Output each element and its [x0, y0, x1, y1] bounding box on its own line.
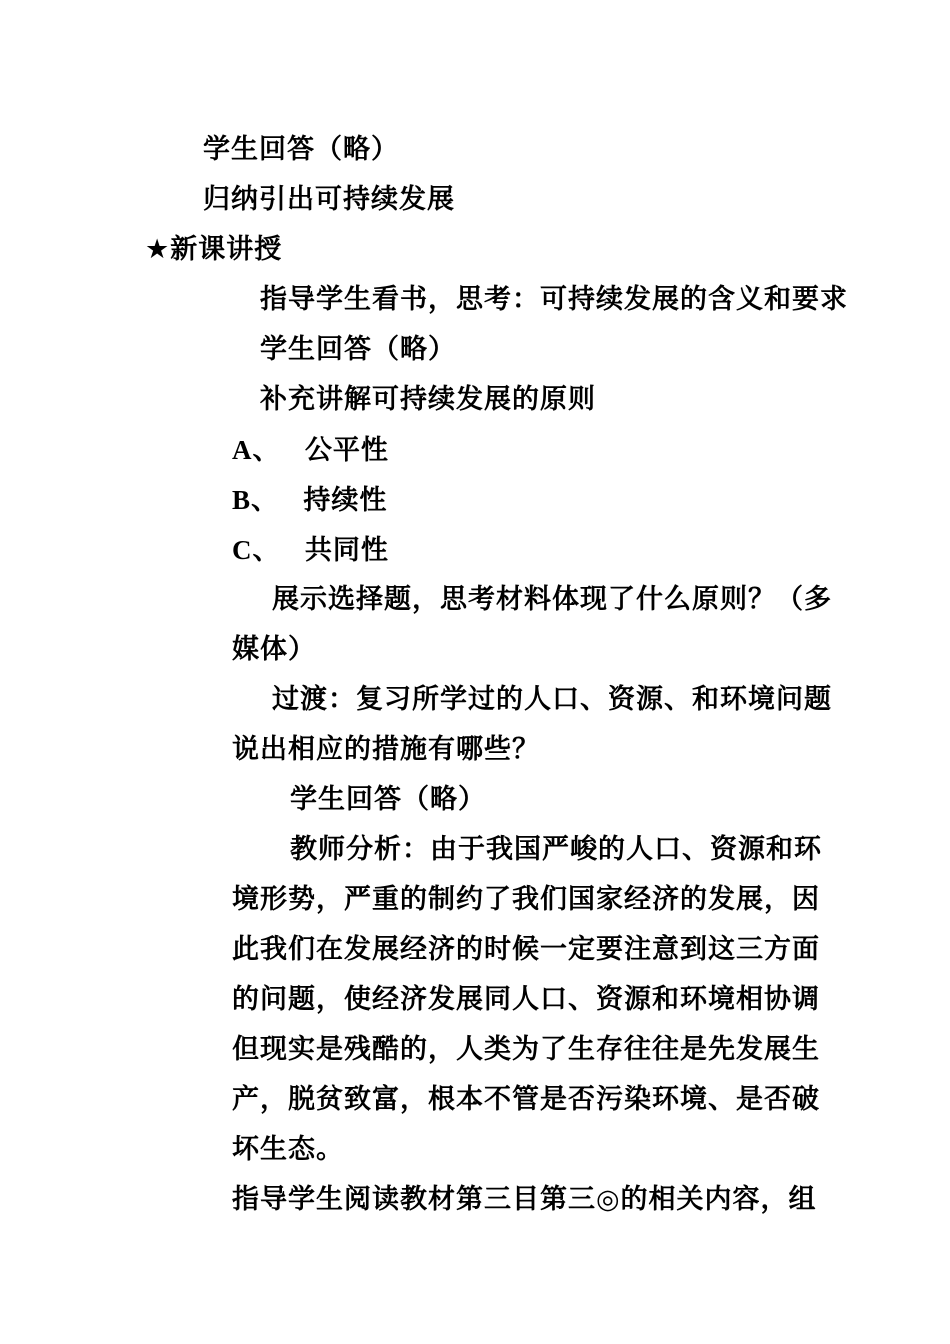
- paragraph-3-line-2: 境形势，严重的制约了我们国家经济的发展，因: [232, 884, 820, 915]
- list-marker-a: A、: [232, 435, 281, 465]
- paragraph-2-line-2: 说出相应的措施有哪些？: [232, 734, 540, 765]
- paragraph-2-line-1: 过渡：复习所学过的人口、资源、和环境问题: [272, 684, 832, 715]
- list-marker-c: C、: [232, 535, 281, 565]
- paragraph-3-line-5: 但现实是残酷的，人类为了生存往往是先发展生: [232, 1034, 820, 1065]
- paragraph-3-line-1: 教师分析：由于我国严峻的人口、资源和环: [290, 834, 822, 865]
- list-item-b: [232, 482, 387, 519]
- line-student-answer-1: 学生回答（略）: [203, 134, 399, 165]
- list-text-a: 公平性: [304, 435, 389, 466]
- paragraph-3-line-7: 坏生态。: [232, 1134, 344, 1165]
- line-guide-reading: 指导学生看书，思考：可持续发展的含义和要求: [260, 284, 848, 315]
- paragraph-3-line-3: 此我们在发展经济的时候一定要注意到这三方面: [232, 934, 820, 965]
- paragraph-1-line-1: 展示选择题，思考材料体现了什么原则？（多: [272, 584, 832, 615]
- star-icon: ★: [145, 234, 171, 265]
- paragraph-1-line-2: 媒体）: [232, 634, 316, 665]
- section-heading-text: 新课讲授: [170, 234, 283, 265]
- list-item-a: [232, 432, 389, 469]
- line-summary: 归纳引出可持续发展: [203, 184, 455, 215]
- paragraph-3-line-4: 的问题，使经济发展同人口、资源和环境相协调: [232, 984, 820, 1015]
- list-text-c: 共同性: [304, 535, 389, 566]
- paragraph-3-line-6: 产，脱贫致富，根本不管是否污染环境、是否破: [232, 1084, 820, 1115]
- list-item-c: [232, 532, 389, 569]
- paragraph-4-line-1: 指导学生阅读教材第三目第三◎的相关内容，组: [232, 1184, 817, 1215]
- line-student-answer-2: 学生回答（略）: [260, 334, 456, 365]
- line-student-answer-3: 学生回答（略）: [290, 784, 486, 815]
- list-text-b: 持续性: [303, 485, 388, 516]
- list-marker-b: B、: [232, 485, 280, 515]
- line-principles-intro: 补充讲解可持续发展的原则: [260, 384, 596, 415]
- section-heading-new-lesson: [145, 232, 282, 268]
